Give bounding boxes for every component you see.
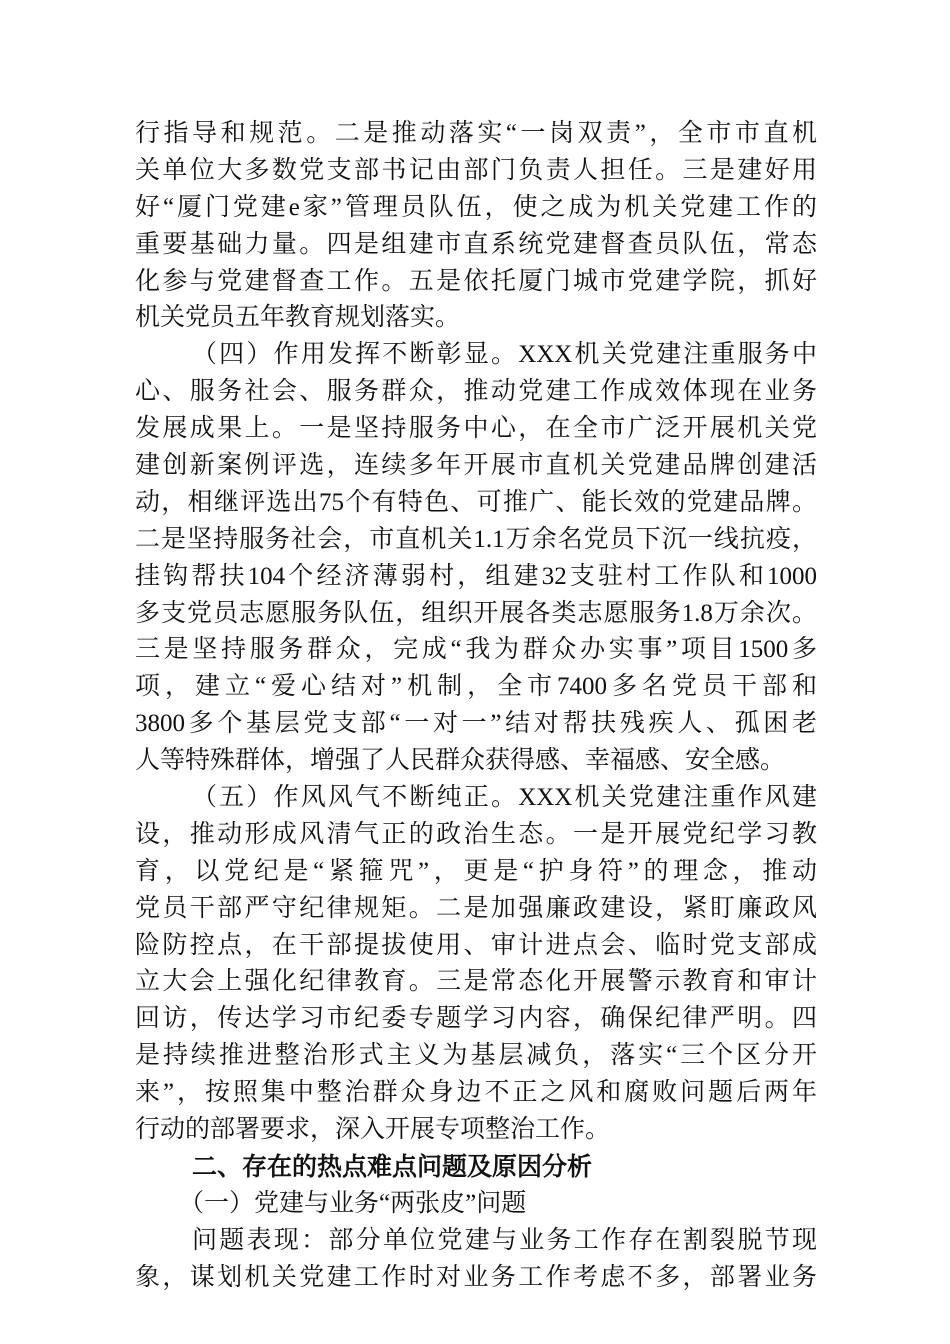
text-line: 问题表现：部分单位党建与业务工作存在割裂脱节现 xyxy=(192,1226,817,1254)
text-line: （五）作风风气不断纯正。XXX机关党建注重作风建 xyxy=(192,784,817,812)
paragraph xyxy=(135,337,817,780)
text-line: 动，相继评选出75个有特色、可推广、能长效的党建品牌。 xyxy=(135,488,817,516)
text-line: 立大会上强化纪律教育。三是常态化开展警示教育和审计 xyxy=(135,968,817,996)
text-line: 三是坚持服务群众，完成“我为群众办实事”项目1500多 xyxy=(135,636,817,664)
text-line: 行动的部署要求，深入开展专项整治工作。 xyxy=(135,1116,611,1144)
text-line: 党员干部严守纪律规矩。二是加强廉政建设，紧盯廉政风 xyxy=(135,894,817,922)
paragraph xyxy=(135,116,817,337)
text-line: 行指导和规范。二是推动落实“一岗双责”，全市市直机 xyxy=(135,120,817,147)
text-line: 建创新案例评选，连续多年开展市直机关党建品牌创建活 xyxy=(135,452,817,480)
text-line: （一）党建与业务“两张皮”问题 xyxy=(179,1189,527,1217)
text-line: 是持续推进整治形式主义为基层减负，落实“三个区分开 xyxy=(135,1042,817,1070)
paragraph xyxy=(135,1223,817,1297)
paragraph xyxy=(135,780,817,1149)
text-line: 3800多个基层党支部“一对一”结对帮扶残疾人、孤困老 xyxy=(135,710,817,738)
text-line: 人等特殊群体，增强了人民群众获得感、幸福感、安全感。 xyxy=(135,747,786,775)
text-line: 多支党员志愿服务队伍，组织开展各类志愿服务1.8万余次。 xyxy=(135,599,817,627)
text-line: 来”，按照集中整治群众身边不正之风和腐败问题后两年 xyxy=(135,1079,817,1107)
text-line: 象，谋划机关党建工作时对业务工作考虑不多，部署业务 xyxy=(135,1263,817,1291)
section-heading xyxy=(135,1149,817,1186)
document-page xyxy=(135,116,817,1297)
text-line: （四）作用发挥不断彰显。XXX机关党建注重服务中 xyxy=(192,341,817,369)
text-line: 心、服务社会、服务群众，推动党建工作成效体现在业务 xyxy=(135,378,817,406)
text-line: 关单位大多数党支部书记由部门负责人担任。三是建好用 xyxy=(135,156,817,184)
text-line: 项，建立“爱心结对”机制，全市7400多名党员干部和 xyxy=(135,673,817,701)
text-line: 机关党员五年教育规划落实。 xyxy=(135,304,461,332)
text-line: 化参与党建督查工作。五是依托厦门城市党建学院，抓好 xyxy=(135,267,817,295)
text-line: 育，以党纪是“紧箍咒”，更是“护身符”的理念，推动 xyxy=(135,857,817,885)
text-line: 发展成果上。一是坚持服务中心，在全市广泛开展机关党 xyxy=(135,415,817,443)
text-line: 设，推动形成风清气正的政治生态。一是开展党纪学习教 xyxy=(135,820,817,848)
text-line: 回访，传达学习市纪委专题学习内容，确保纪律严明。四 xyxy=(135,1005,817,1033)
subsection-heading xyxy=(135,1186,817,1223)
text-line: 重要基础力量。四是组建市直系统党建督查员队伍，常态 xyxy=(135,230,817,258)
text-line: 好“厦门党建e家”管理员队伍，使之成为机关党建工作的 xyxy=(135,193,817,221)
text-line: 挂钩帮扶104个经济薄弱村，组建32支驻村工作队和1000 xyxy=(135,562,817,590)
text-line: 二、存在的热点难点问题及原因分析 xyxy=(192,1151,593,1181)
text-line: 险防控点，在干部提拔使用、审计进点会、临时党支部成 xyxy=(135,931,817,959)
text-line: 二是坚持服务社会，市直机关1.1万余名党员下沉一线抗疫， xyxy=(135,525,817,553)
